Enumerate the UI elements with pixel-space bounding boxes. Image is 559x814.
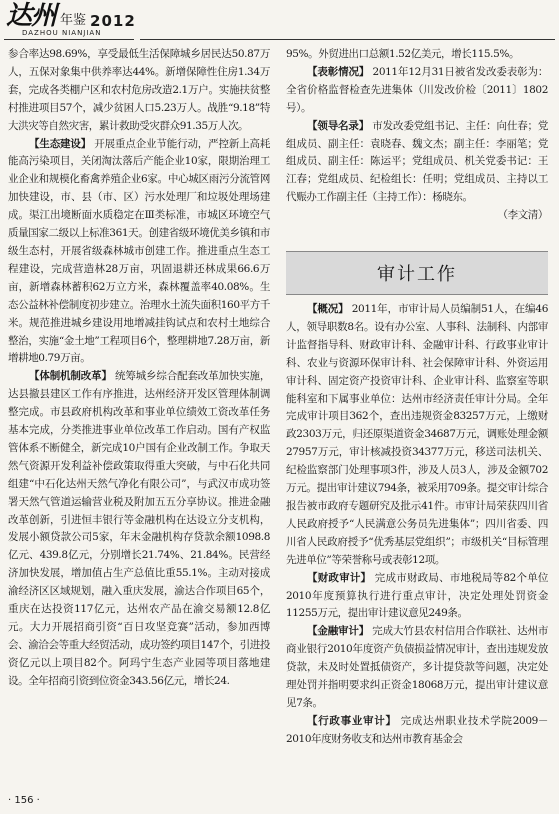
paragraph-text: 完成达州职业技术学院2009－2010年度财务收支和达州市教育基金会: [286, 714, 548, 745]
header-rule-left: [4, 39, 134, 40]
paragraph-text: 完成大竹县农村信用合作联社、达州市商业银行2010年度资产负债损益情况审计，查出违规发放贷款，未及时处置抵债资产，多计提贷款等问题，决定处理处罚并指明要求纠正资金18068万元，提出审计建议意见7条。: [286, 625, 548, 709]
author-credit: （李文清）: [497, 209, 548, 222]
paragraph-text: 市发改委党组书记、主任：向仕春；党组成员、副主任：袁晓春、魏文杰；副主任：李丽笔；党组成员、副主任：陈运平；党组成员、机关党委书记：王江春；党组成员、纪检组长：任明；党组成员、主持以工代赈办工作副主任（主持工作）：杨晓东。: [286, 119, 548, 204]
paragraph-eco: [8, 136, 270, 369]
logo-year: 2012: [90, 12, 136, 30]
yearbook-logo: [6, 2, 136, 30]
logo-title: 达州: [6, 1, 57, 31]
section-label: 【体制机制改革】: [29, 370, 112, 383]
page-header: [0, 0, 559, 40]
paragraph-text: 统筹城乡综合配套改革加快实施，达县撤县建区工作有序推进，达州经济开发区管理体制调整完成。市县政府机构改革和事业单位绩效工资改革任务基本完成，分类推进事业单位改革工作启动。国有产权监管体系不断健全，新完成10户国有企业改制工作。争取天然气资源开发利益补偿政策取得重大突破，与中石化共同组建“中石化达州天然气净化有限公司”，与武汉市成功签署天然气管道运输营业税及附加五五分享协议。推进金融改革创新，引进恒丰银行等金融机构在达设立分支机构，发展小额贷款公司5家，年末金融机构存贷款余额1098.8亿元、439.8亿元，分别增长21.74%、21.84%。民营经济加快发展，增加值占生产总值比重55.1%。主动对接成渝经济区区域规划，融入重庆发展，渝达合作项目65个，重庆在达投资117亿元，达州农产品在渝交易额12.8亿元。大力开展招商引资“百日攻坚竞赛”活动，参加西博会、渝洽会等重大经贸活动，成功签约项目147个，引进投资亿元以上项目82个。阿玛宁生态产业园等项目落地建设。全年招商引资到位资金343.56亿元，增长24.: [8, 370, 270, 687]
paragraph: 参合率达98.69%，享受最低生活保障城乡居民达50.87万人，五保对象集中供养率达44%。新增保障性住房1.34万套，完成各类棚户区和农村危房改造2.1万户。实施扶贫整村推进项目57个，减少贫困人口5.23万人。战胜“9.18”特大洪灾等自然灾害，累计救助受灾群众91.35万人次。: [8, 48, 270, 132]
left-column: [8, 46, 270, 691]
page-number: · 156 ·: [8, 795, 40, 806]
paragraph-finance-audit: [286, 623, 548, 713]
paragraph-admin-audit: [286, 713, 548, 749]
section-label: 【表彰情况】: [307, 65, 370, 78]
logo-nianjian: 年鉴: [60, 13, 87, 28]
paragraph-text: 2011年，市审计局人员编制51人，在编46人，领导职数8名。设有办公室、人事科、法制科、内部审计监督指导科、财政审计科、金融审计科、行政事业审计科、农业与资源环保审计科、社会保障审计科、外资运用审计科、固定资产投资审计科、企业审计科、监察室等职能科室和下属事业单位：达州市经济责任审计分局。全年完成审计项目362个，查出违规资金83257万元，上缴财政2303万元，归还原渠道资金34687万元，调账处理金额27957万元，审计核减投资34377万元，移送司法机关、纪检监察部门处理事项3件，涉及人员3人，涉及金额702万元。提出审计建议794条，被采用709条。提交审计综合报告被市政府专题研究及批示41件。市审计局荣获四川省人民政府授予“人民满意公务员先进集体”；四川省委、四川省人民政府授予“优秀基层党组织”；市级机关“目标管理先进单位”等荣誉称号或表彰12项。: [286, 303, 548, 566]
section-label: 【领导名录】: [307, 119, 370, 132]
paragraph-reform: [8, 368, 270, 690]
section-label: 【概况】: [307, 303, 349, 315]
paragraph-awards: [286, 64, 548, 118]
logo-pinyin: DAZHOU NIANJIAN: [22, 29, 102, 37]
paragraph-overview: [286, 301, 548, 570]
paragraph-text: 完成市财政局、市地税局等82个单位2010年度预算执行进行重点审计，决定处理处罚资金11255万元，提出审计建议意见249条。: [286, 571, 549, 620]
paragraph-text: 2011年12月31日被省发改委表彰为：全省价格监督检查先进集体（川发改价检〔2011〕1802号）。: [286, 65, 548, 114]
paragraph-leaders: [286, 118, 548, 208]
section-label: 【行政事业审计】: [307, 714, 397, 727]
right-column-top: [286, 46, 548, 225]
section-label: 【金融审计】: [307, 625, 370, 638]
section-title: 审计工作: [377, 264, 457, 285]
section-label: 【生态建设】: [29, 137, 92, 150]
paragraph: 95%。外贸进出口总额1.52亿美元，增长115.5%。: [286, 48, 520, 60]
paragraph-text: 开展重点企业节能行动，严控新上高耗能高污染项目，关闭淘汰落后产能企业10家，限期治理工业企业和规模化畜禽养殖企业6家。中心城区雨污分流管网加快建设，市、县（市、区）污水处理厂和垃圾处理场建成。渠江出境断面水质稳定在Ⅲ类标准，市城区环境空气质量国家二级以上标准361天。创建省级环境优美乡镇和市级生态村，开展省级森林城市创建工作。推进重点生态工程建设，完成营造林28万亩，巩固退耕还林成果66.6万亩，新增森林蓄积62万立方米，森林覆盖率40.08%。生态公益林补偿制度初步建立。治理水土流失面积160平方千米。规范推进城乡建设用地增减挂钩试点和农村土地综合整治，实施“金土地”工程项目6个，整理耕地7.28万亩，新增耕地0.79万亩。: [8, 137, 270, 365]
section-label: 【财政审计】: [307, 571, 372, 584]
right-column-bottom: [286, 301, 548, 749]
header-rule-right: [140, 39, 555, 40]
section-banner: [286, 251, 548, 295]
paragraph-fiscal-audit: [286, 570, 548, 624]
